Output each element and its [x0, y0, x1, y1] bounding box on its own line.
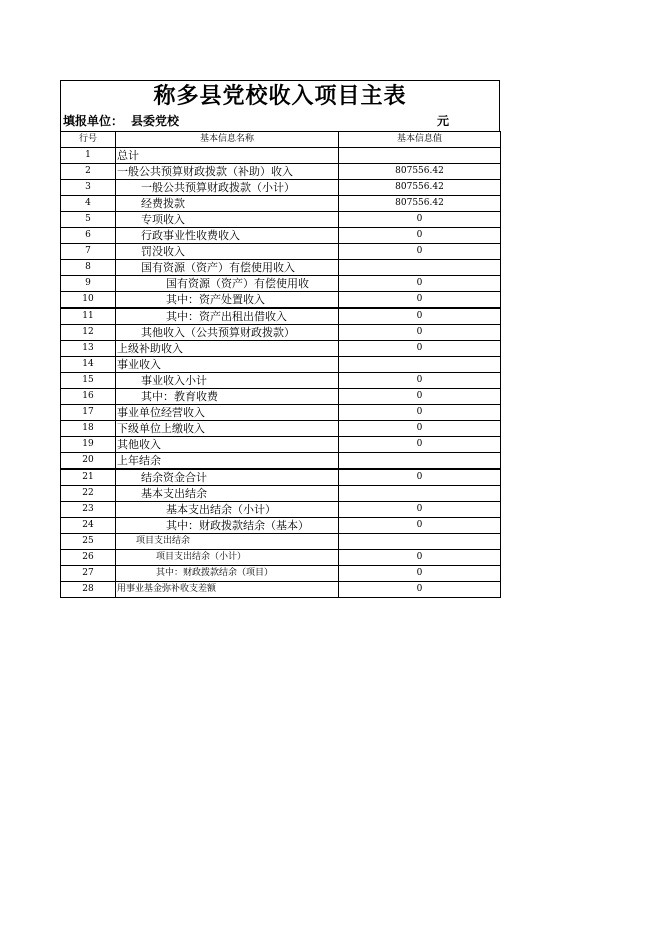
row-name: 上年结余: [116, 453, 339, 470]
row-name: 国有资源（资产）有偿使用收: [116, 276, 339, 292]
table-header-row: [61, 132, 501, 148]
row-value: 0: [339, 244, 501, 260]
row-name: 下级单位上缴收入: [116, 421, 339, 437]
row-no: 15: [61, 373, 116, 389]
unit-name: 县委党校: [131, 114, 180, 128]
row-value: 0: [339, 421, 501, 437]
row-name: 其中：教育收费: [116, 389, 339, 405]
row-name: 其他收入: [116, 437, 339, 453]
header-row-no: 行号: [61, 132, 116, 148]
row-no: 20: [61, 453, 116, 470]
row-value: 0: [339, 341, 501, 357]
row-value: 0: [339, 308, 501, 325]
report-title: 称多县党校收入项目主表: [60, 80, 500, 111]
row-name: 一般公共预算财政拨款（补助）收入: [116, 164, 339, 180]
row-no: 7: [61, 244, 116, 260]
unit-label: 填报单位：: [63, 114, 124, 128]
row-value: [339, 357, 501, 373]
currency-label: 元: [437, 114, 450, 128]
row-name: 专项收入: [116, 212, 339, 228]
row-name: 总计: [116, 148, 339, 164]
row-name: 基本支出结余（小计）: [116, 502, 339, 518]
table-row: [61, 325, 501, 341]
table-row: [61, 421, 501, 437]
row-no: 9: [61, 276, 116, 292]
row-name: 基本支出结余: [116, 486, 339, 502]
row-value: [339, 453, 501, 470]
income-table: [60, 131, 501, 598]
row-name: 一般公共预算财政拨款（小计）: [116, 180, 339, 196]
unit-row: [60, 111, 500, 131]
row-name: 事业收入: [116, 357, 339, 373]
row-name: 行政事业性收费收入: [116, 228, 339, 244]
table-row: [61, 341, 501, 357]
row-no: 28: [61, 582, 116, 598]
row-no: 8: [61, 260, 116, 276]
row-no: 14: [61, 357, 116, 373]
table-row: [61, 469, 501, 486]
row-no: 5: [61, 212, 116, 228]
row-value: 0: [339, 518, 501, 534]
row-no: 23: [61, 502, 116, 518]
row-name: 用事业基金弥补收支差额: [116, 582, 339, 598]
table-row: [61, 405, 501, 421]
header-value: 基本信息值: [339, 132, 501, 148]
row-no: 27: [61, 566, 116, 582]
row-value: 0: [339, 228, 501, 244]
row-value: [339, 486, 501, 502]
table-row: [61, 534, 501, 550]
row-value: 0: [339, 405, 501, 421]
table-row: [61, 486, 501, 502]
row-value: 0: [339, 550, 501, 566]
row-value: [339, 534, 501, 550]
row-name: 事业单位经营收入: [116, 405, 339, 421]
table-row: [61, 148, 501, 164]
table-row: [61, 518, 501, 534]
row-no: 10: [61, 292, 116, 309]
row-name: 事业收入小计: [116, 373, 339, 389]
report-sheet: [60, 80, 500, 598]
row-name: 其中：财政拨款结余（项目）: [116, 566, 339, 582]
row-no: 4: [61, 196, 116, 212]
row-no: 17: [61, 405, 116, 421]
table-row: [61, 389, 501, 405]
row-name: 罚没收入: [116, 244, 339, 260]
row-value: 0: [339, 212, 501, 228]
table-row: [61, 373, 501, 389]
row-no: 19: [61, 437, 116, 453]
row-value: 0: [339, 292, 501, 309]
table-row: [61, 260, 501, 276]
table-row: [61, 437, 501, 453]
table-row: [61, 228, 501, 244]
table-row: [61, 502, 501, 518]
row-value: 0: [339, 389, 501, 405]
row-value: 0: [339, 582, 501, 598]
row-name: 项目支出结余（小计）: [116, 550, 339, 566]
row-name: 其他收入（公共预算财政拨款）: [116, 325, 339, 341]
row-value: 807556.42: [339, 164, 501, 180]
row-value: 0: [339, 373, 501, 389]
row-name: 经费拨款: [116, 196, 339, 212]
row-name: 上级补助收入: [116, 341, 339, 357]
row-name: 其中：财政拨款结余（基本）: [116, 518, 339, 534]
row-value: 0: [339, 502, 501, 518]
row-value: 0: [339, 469, 501, 486]
row-no: 25: [61, 534, 116, 550]
table-row: [61, 164, 501, 180]
row-no: 2: [61, 164, 116, 180]
row-value: [339, 260, 501, 276]
row-no: 26: [61, 550, 116, 566]
row-no: 13: [61, 341, 116, 357]
row-no: 16: [61, 389, 116, 405]
table-row: [61, 180, 501, 196]
header-name: 基本信息名称: [116, 132, 339, 148]
row-name: 国有资源（资产）有偿使用收入: [116, 260, 339, 276]
row-value: 807556.42: [339, 180, 501, 196]
row-no: 11: [61, 308, 116, 325]
table-row: [61, 453, 501, 470]
table-row: [61, 308, 501, 325]
table-row: [61, 196, 501, 212]
row-no: 18: [61, 421, 116, 437]
table-row: [61, 582, 501, 598]
table-row: [61, 550, 501, 566]
table-row: [61, 292, 501, 309]
row-name: 项目支出结余: [116, 534, 339, 550]
row-no: 6: [61, 228, 116, 244]
row-value: [339, 148, 501, 164]
row-value: 0: [339, 276, 501, 292]
row-no: 12: [61, 325, 116, 341]
row-no: 22: [61, 486, 116, 502]
row-value: 0: [339, 566, 501, 582]
table-row: [61, 357, 501, 373]
row-value: 807556.42: [339, 196, 501, 212]
row-no: 21: [61, 469, 116, 486]
row-value: 0: [339, 437, 501, 453]
table-row: [61, 566, 501, 582]
row-value: 0: [339, 325, 501, 341]
table-row: [61, 244, 501, 260]
table-row: [61, 212, 501, 228]
table-row: [61, 276, 501, 292]
row-name: 其中：资产处置收入: [116, 292, 339, 309]
row-no: 3: [61, 180, 116, 196]
row-no: 24: [61, 518, 116, 534]
row-name: 结余资金合计: [116, 469, 339, 486]
row-name: 其中：资产出租出借收入: [116, 308, 339, 325]
row-no: 1: [61, 148, 116, 164]
